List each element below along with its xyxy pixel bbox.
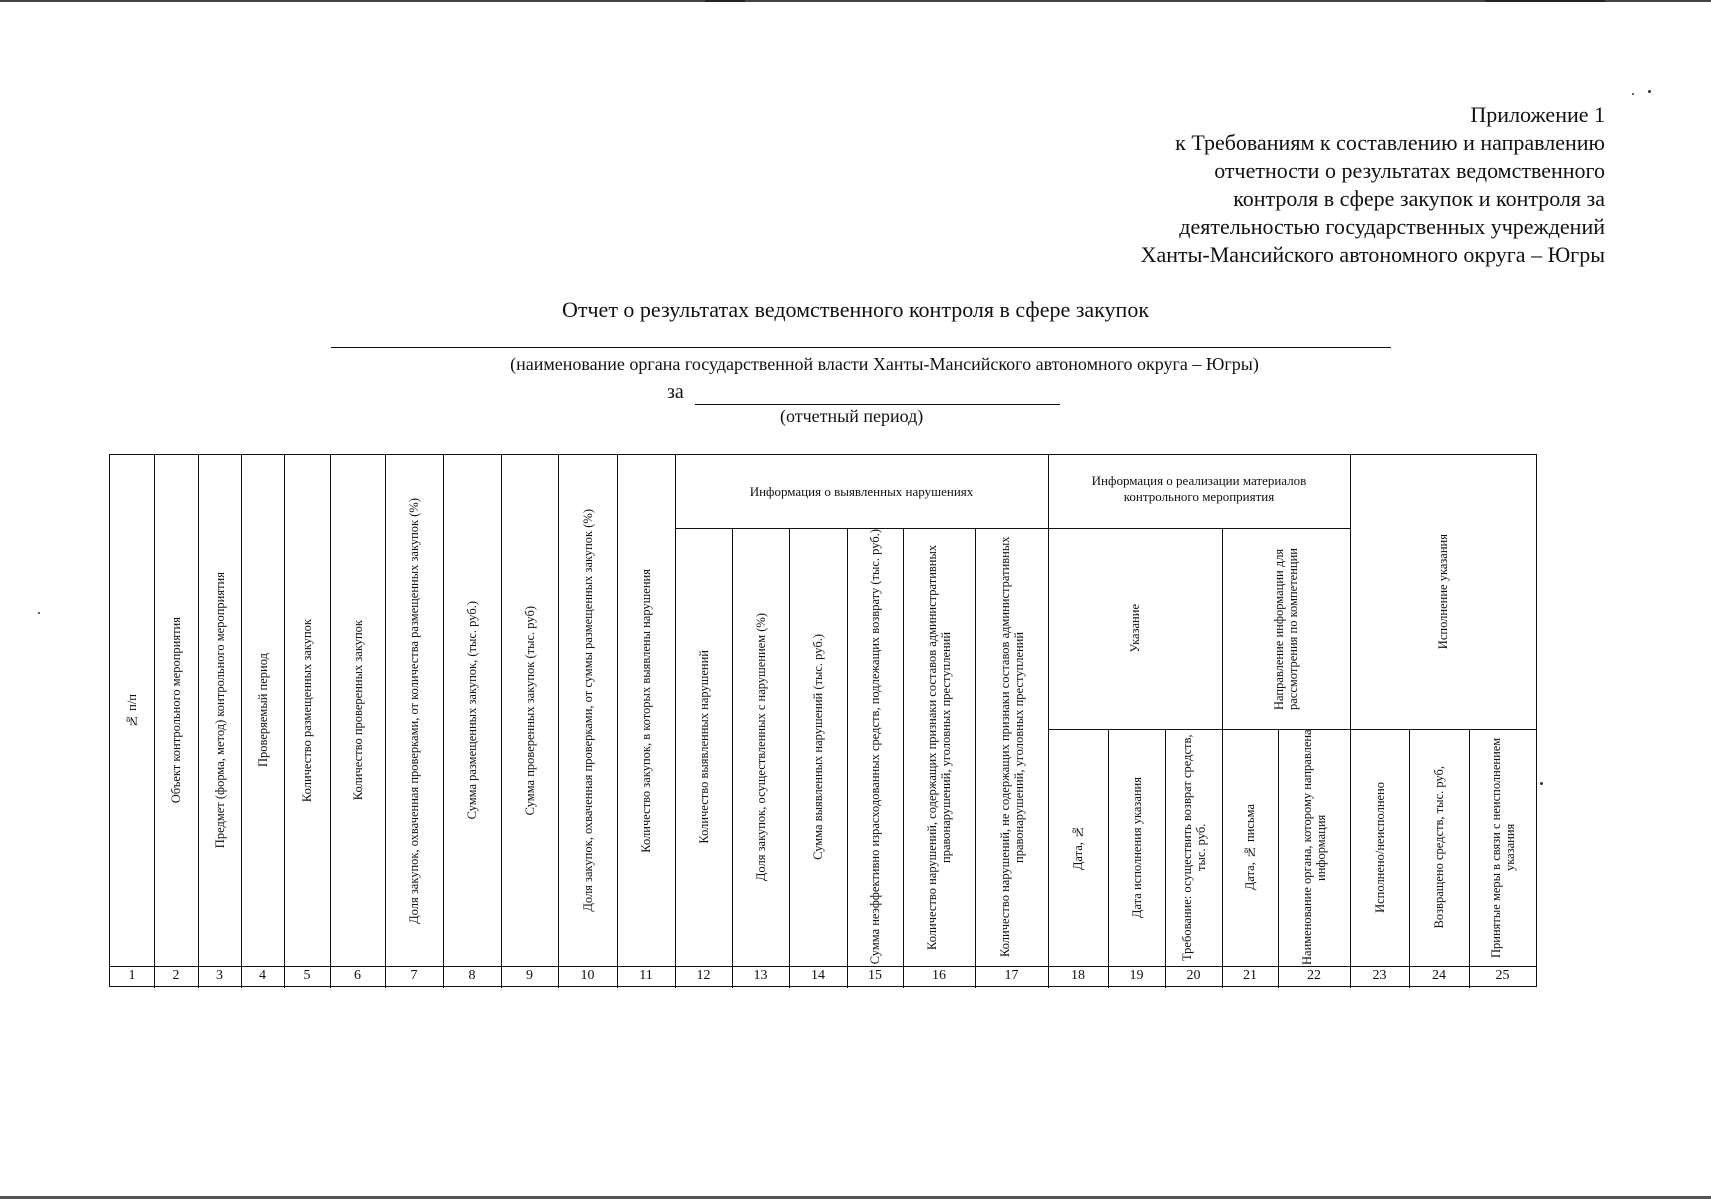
scan-speck bbox=[38, 612, 40, 614]
column-number: 17 bbox=[1004, 968, 1019, 983]
scan-edge-mark bbox=[705, 0, 745, 2]
appendix-line: отчетности о результатах ведомственного bbox=[1214, 158, 1605, 183]
org-name-caption: (наименование органа государственной власти Ханты-Мансийского автономного округа – Югры) bbox=[510, 354, 1259, 374]
org-name-blank-line bbox=[331, 347, 1391, 348]
column-number: 5 bbox=[303, 968, 311, 983]
scan-edge-top bbox=[0, 0, 1711, 2]
column-header: Доля закупок, охваченная проверками, от количества размещенных закупок (%) bbox=[407, 497, 421, 924]
column-number: 3 bbox=[216, 968, 223, 983]
appendix-block bbox=[1141, 101, 1605, 269]
column-number: 15 bbox=[868, 968, 882, 983]
report-title: Отчет о результатах ведомственного контроля в сфере закупок bbox=[561, 297, 1150, 322]
scan-speck bbox=[1632, 93, 1634, 95]
column-header: Проверяемый период bbox=[255, 653, 270, 768]
column-number: 22 bbox=[1307, 968, 1321, 983]
column-header: Наименование органа, которому направлена информация bbox=[1300, 729, 1328, 966]
group-header-violations: Информация о выявленных нарушениях bbox=[749, 483, 974, 499]
column-header: Возвращено средств, тыс. руб, bbox=[1432, 766, 1446, 929]
period-prefix: за bbox=[667, 381, 684, 403]
column-header: Сумма размещенных закупок, (тыс. руб.) bbox=[465, 601, 479, 820]
column-header: Количество проверенных закупок bbox=[350, 620, 365, 801]
column-number: 19 bbox=[1129, 968, 1144, 983]
column-header: Сумма неэффективно израсходованных средств, подлежащих возврату (тыс. руб.) bbox=[868, 529, 882, 965]
scan-edge-bottom bbox=[0, 1196, 1711, 1199]
column-header: Дата, № письма bbox=[1243, 804, 1257, 891]
column-number: 11 bbox=[639, 968, 653, 983]
group-header-referral: Направление информации для рассмотрения по компетенции bbox=[1272, 547, 1300, 710]
column-header: Количество нарушений, не содержащих признаки составов административных правонарушений, уголовных преступлений bbox=[997, 536, 1026, 958]
period-caption: (отчетный период) bbox=[780, 406, 924, 426]
appendix-line: Ханты-Мансийского автономного округа – Югры bbox=[1140, 242, 1605, 267]
column-header: Принятые меры в связи с неисполнением указания bbox=[1488, 737, 1517, 958]
scan-speck bbox=[1648, 90, 1651, 93]
column-header: Требование: осуществить возврат средств, тыс. руб. bbox=[1179, 734, 1208, 961]
period-blank-line bbox=[695, 404, 1060, 405]
group-header-execution: Исполнение указания bbox=[1436, 534, 1450, 650]
column-number: 14 bbox=[811, 968, 825, 983]
column-number: 25 bbox=[1495, 968, 1510, 983]
column-header: № п/п bbox=[125, 693, 139, 728]
column-header: Количество нарушений, содержащих признаки составов административных правонарушений, уголовных преступлений bbox=[925, 544, 953, 950]
column-number: 9 bbox=[526, 968, 533, 983]
column-header: Исполнено/неисполнено bbox=[1372, 782, 1387, 913]
column-number: 7 bbox=[410, 968, 418, 983]
column-header: Сумма выявленных нарушений (тыс. руб.) bbox=[811, 634, 825, 860]
column-header: Объект контрольного мероприятия bbox=[169, 617, 183, 804]
group-header-instruction: Указание bbox=[1128, 604, 1142, 653]
column-number: 4 bbox=[259, 968, 266, 983]
column-number: 20 bbox=[1186, 968, 1201, 983]
column-number: 8 bbox=[468, 968, 476, 983]
scan-edge-mark bbox=[1485, 0, 1605, 2]
column-number: 24 bbox=[1432, 968, 1446, 983]
column-number: 23 bbox=[1372, 968, 1387, 983]
report-table bbox=[109, 454, 1537, 987]
column-number: 21 bbox=[1243, 968, 1257, 983]
column-number: 2 bbox=[172, 968, 180, 983]
column-number: 13 bbox=[753, 968, 768, 983]
column-header: Предмет (форма, метод) контрольного мероприятия bbox=[212, 572, 227, 849]
appendix-line: деятельностью государственных учреждений bbox=[1179, 214, 1605, 239]
appendix-line: Приложение 1 bbox=[1470, 102, 1605, 127]
column-header: Количество размещенных закупок bbox=[300, 618, 314, 803]
column-header: Доля закупок, осуществленных с нарушением (%) bbox=[753, 612, 768, 882]
column-header: Доля закупок, охваченная проверками, от суммы размещенных закупок (%) bbox=[580, 509, 595, 912]
column-number: 18 bbox=[1071, 968, 1085, 983]
column-header: Дата, № bbox=[1071, 824, 1085, 871]
column-number: 6 bbox=[354, 968, 361, 983]
column-header: Количество выявленных нарушений bbox=[696, 650, 711, 844]
column-header: Количество закупок, в которых выявлены нарушения bbox=[639, 568, 653, 853]
column-number: 10 bbox=[580, 968, 595, 983]
column-number: 1 bbox=[128, 968, 136, 983]
group-header-materials: Информация о реализации материалов контрольного мероприятия bbox=[1091, 473, 1307, 504]
column-number: 16 bbox=[932, 968, 946, 983]
column-number: 12 bbox=[696, 968, 711, 983]
column-header: Сумма проверенных закупок (тыс. руб) bbox=[522, 605, 537, 816]
appendix-line: контроля в сфере закупок и контроля за bbox=[1233, 186, 1605, 211]
appendix-line: к Требованиям к составлению и направлению bbox=[1175, 130, 1605, 155]
column-header: Дата исполнения указания bbox=[1129, 776, 1144, 919]
scan-speck bbox=[1540, 782, 1543, 785]
